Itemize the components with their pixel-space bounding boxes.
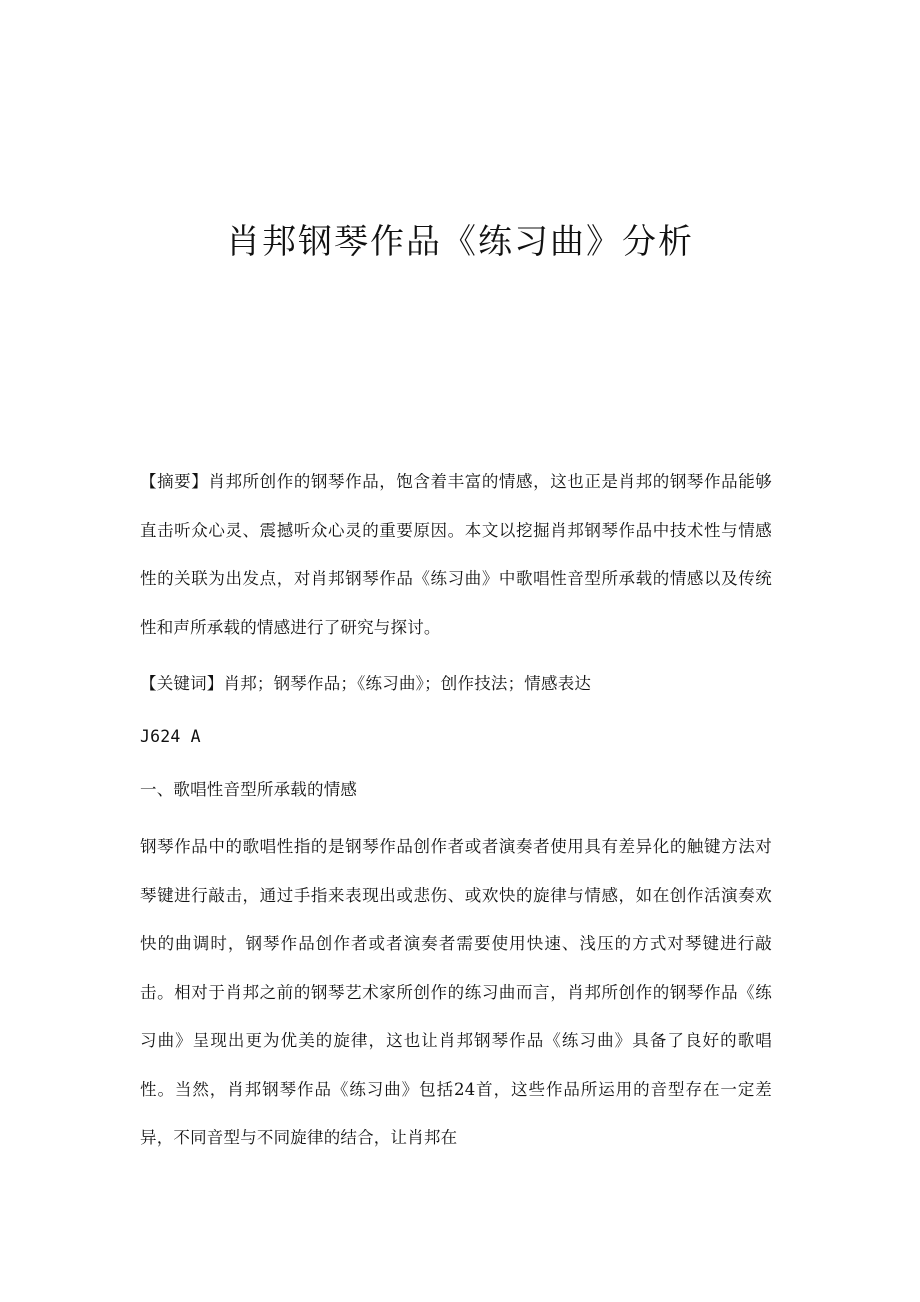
classification-code: J624 A bbox=[140, 727, 201, 746]
document-title: 肖邦钢琴作品《练习曲》分析 bbox=[226, 222, 694, 262]
body-paragraph: 钢琴作品中的歌唱性指的是钢琴作品创作者或者演奏者使用具有差异化的触键方法对琴键进行敲击，通过手指来表现出或悲伤、或欢快的旋律与情感，如在创作活演奏欢快的曲调时，钢琴作品创作者或者演奏者需要使用快速、浅压的方式对琴键进行敲击。相对于肖邦之前的钢琴艺术家所创作的练习曲而言，肖邦所创作的钢琴作品《练习曲》呈现出更为优美的旋律，这也让肖邦钢琴作品《练习曲》具备了良好的歌唱性。当然，肖邦钢琴作品《练习曲》包括24首，这些作品所运用的音型存在一定差异，不同音型与不同旋律的结合，让肖邦在 bbox=[140, 837, 772, 1147]
abstract-paragraph: 【摘要】肖邦所创作的钢琴作品，饱含着丰富的情感，这也正是肖邦的钢琴作品能够直击听众心灵、震撼听众心灵的重要原因。本文以挖掘肖邦钢琴作品中技术性与情感性的关联为出发点，对肖邦钢琴作品《练习曲》中歌唱性音型所承载的情感以及传统性和声所承载的情感进行了研究与探讨。 bbox=[140, 472, 772, 637]
section-heading: 一、歌唱性音型所承载的情感 bbox=[140, 780, 358, 799]
keywords-line: 【关键词】肖邦；钢琴作品；《练习曲》；创作技法；情感表达 bbox=[140, 674, 592, 693]
